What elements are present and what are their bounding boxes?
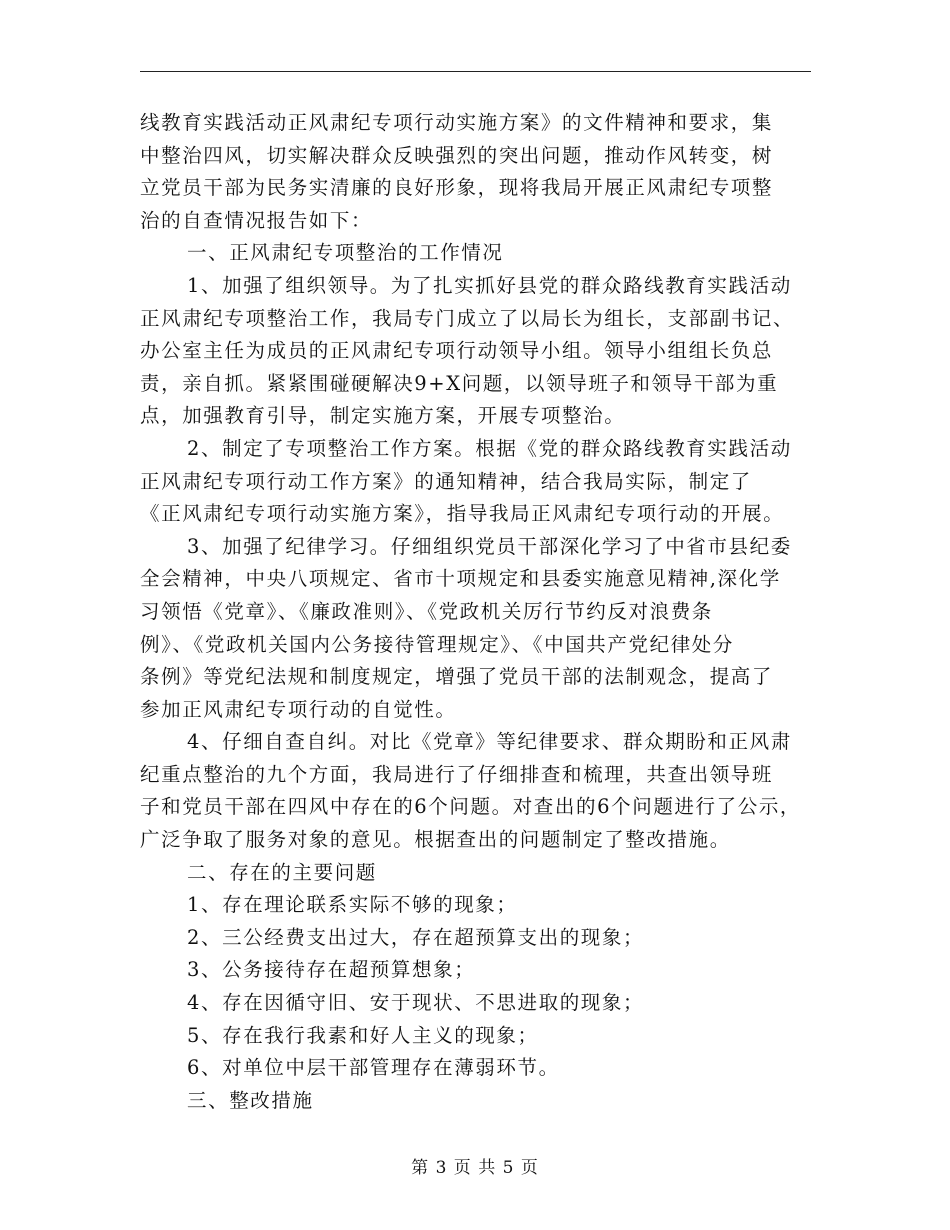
text-line: 5、存在我行我素和好人主义的现象； [187,1023,539,1047]
text-line: 2、三公经费支出过大，存在超预算支出的现象； [187,925,645,949]
header-rule [140,71,811,72]
page-footer: 第 3 页 共 5 页 [411,1158,539,1178]
text-line: 二、存在的主要问题 [187,860,377,884]
text-line: 纪重点整治的九个方面，我局进行了仔细排查和梳理，共查出领导班 [140,762,774,786]
text-line: 正风肃纪专项整治工作，我局专门成立了以局长为组长，支部副书记、 [140,306,795,330]
document-body [140,107,830,1117]
text-line: 治的自查情况报告如下： [140,208,373,232]
text-line: 条例》等党纪法规和制度规定，增强了党员干部的法制观念，提高了 [140,665,774,689]
text-line: 参加正风肃纪专项行动的自觉性。 [140,697,457,721]
text-line: 点，加强教育引导，制定实施方案，开展专项整治。 [140,404,626,428]
text-line: 1、存在理论联系实际不够的现象； [187,893,518,917]
text-line: 3、加强了纪律学习。仔细组织党员干部深化学习了中省市县纪委 [187,534,792,558]
text-line: 办公室主任为成员的正风肃纪专项行动领导小组。领导小组组长负总 [140,339,774,363]
text-line: 4、存在因循守旧、安于现状、不思进取的现象； [187,991,645,1015]
text-line: 例》、《党政机关国内公务接待管理规定》、《中国共产党纪律处分 [140,632,735,656]
text-line: 责，亲自抓。紧紧围碰硬解决9+X问题，以领导班子和领导干部为重 [140,371,779,395]
text-line: 4、仔细自查自纠。对比《党章》等纪律要求、群众期盼和正风肃 [187,730,792,754]
text-line: 中整治四风，切实解决群众反映强烈的突出问题，推动作风转变，树 [140,143,774,167]
text-line: 广泛争取了服务对象的意见。根据查出的问题制定了整改措施。 [140,828,731,852]
text-line: 6、对单位中层干部管理存在薄弱环节。 [187,1056,560,1080]
text-line: 2、制定了专项整治工作方案。根据《党的群众路线教育实践活动 [187,436,792,460]
text-line: 一、正风肃纪专项整治的工作情况 [187,241,504,265]
text-line: 《正风肃纪专项行动实施方案》，指导我局正风肃纪专项行动的开展。 [140,502,785,526]
text-line: 全会精神，中央八项规定、省市十项规定和县委实施意见精神,深化学 [140,567,781,591]
text-line: 正风肃纪专项行动工作方案》的通知精神，结合我局实际，制定了 [140,469,752,493]
text-line: 三、整改措施 [187,1088,314,1112]
text-line: 3、公务接待存在超预算想象； [187,958,476,982]
text-line: 子和党员干部在四风中存在的6个问题。对查出的6个问题进行了公示， [140,795,802,819]
text-line: 1、加强了组织领导。为了扎实抓好县党的群众路线教育实践活动 [187,273,792,297]
text-line: 习领悟《党章》、《廉政准则》、《党政机关厉行节约反对浪费条 [140,599,713,623]
text-line: 线教育实践活动正风肃纪专项行动实施方案》的文件精神和要求，集 [140,111,774,134]
text-line: 立党员干部为民务实清廉的良好形象，现将我局开展正风肃纪专项整 [140,176,774,200]
